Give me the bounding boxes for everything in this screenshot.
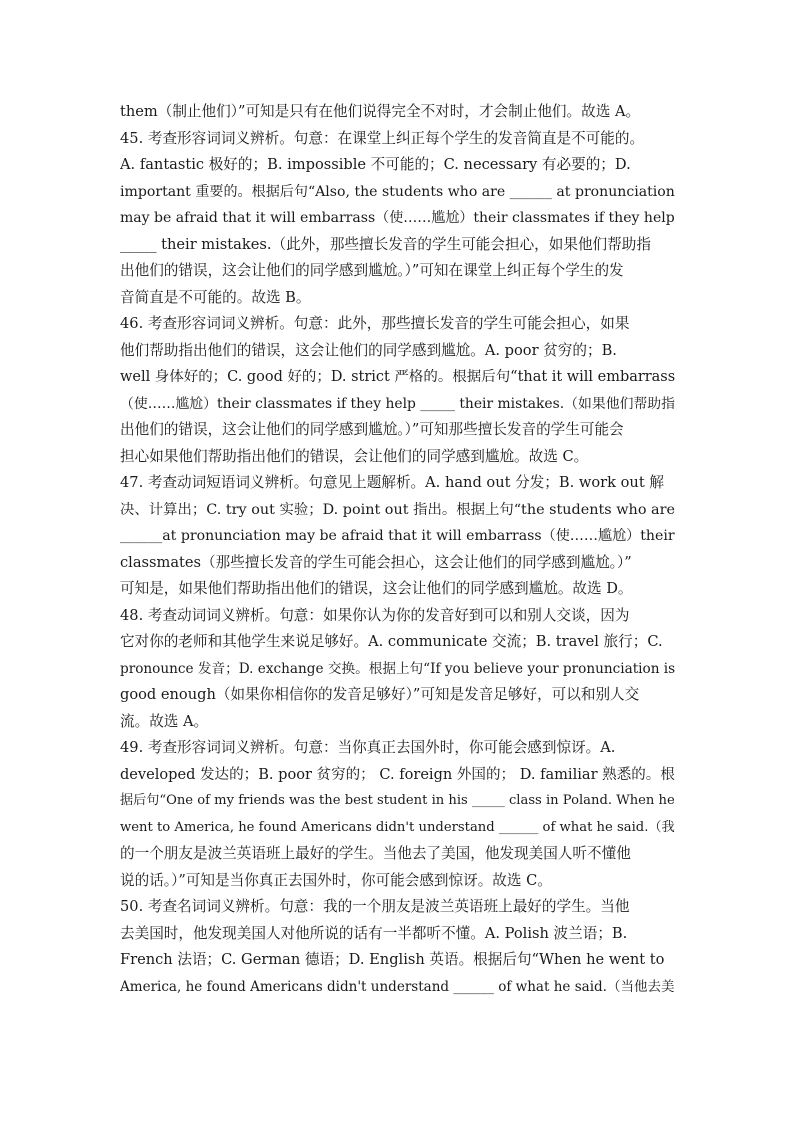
- text-line: 说的话。）”可知是当你真正去国外时，你可能会感到惊讶。故选 C。: [120, 871, 552, 889]
- text-line: ______at pronunciation may be afraid that it will embarrass（使……尴尬）their: [120, 528, 675, 544]
- text-line: 可知是，如果他们帮助指出他们的错误，这会让他们的同学感到尴尬。故选 D。: [120, 580, 633, 597]
- text-line: 48. 考查动词词义辨析。句意：如果你认为你的发音好到可以和别人交谈，因为: [120, 606, 630, 624]
- text-line: 决、计算出；C. try out 实验；D. point out 指出。根据上句“the students who are: [120, 501, 675, 518]
- answer-explanation-text: [120, 99, 675, 1000]
- text-line: pronounce 发音；D. exchange 交换。根据上句“If you believe your pronunciation is: [120, 660, 675, 677]
- text-line: well 身体好的；C. good 好的；D. strict 严格的。根据后句“that it will embarrass: [120, 369, 675, 385]
- text-line: 45. 考查形容词词义辨析。句意：在课堂上纠正每个学生的发音简直是不可能的。: [120, 129, 645, 147]
- text-line: 据后句“One of my friends was the best student in his _____ class in Poland. When he: [120, 793, 675, 808]
- text-line: French 法语；C. German 德语；D. English 英语。根据后句“When he went to: [120, 951, 665, 968]
- text-line: 音简直是不可能的。故选 B。: [120, 288, 311, 306]
- text-line: them（制止他们）”可知是只有在他们说得完全不对时，才会制止他们。故选 A。: [120, 103, 641, 120]
- text-line: 出他们的错误，这会让他们的同学感到尴尬。）”可知在课堂上纠正每个学生的发: [120, 262, 624, 279]
- text-line: 46. 考查形容词词义辨析。句意：此外，那些擅长发音的学生可能会担心，如果: [120, 315, 630, 332]
- text-line: good enough（如果你相信你的发音足够好）”可知是发音足够好，可以和别人交: [120, 686, 640, 703]
- text-line: may be afraid that it will embarrass（使……尴尬）their classmates if they help: [120, 210, 675, 226]
- text-line: 49. 考查形容词词义辨析。句意：当你真正去国外时，你可能会感到惊讶。A.: [120, 739, 616, 756]
- text-line: America, he found Americans didn't understand ______ of what he said.（当他去美: [120, 978, 675, 995]
- text-line: 出他们的错误，这会让他们的同学感到尴尬。）”可知那些擅长发音的学生可能会: [120, 421, 624, 438]
- text-line: 去美国时，他发现美国人对他所说的话有一半都听不懂。A. Polish 波兰语；B.: [120, 924, 628, 942]
- text-line: A. fantastic 极好的；B. impossible 不可能的；C. necessary 有必要的；D.: [120, 156, 631, 173]
- text-line: 50. 考查名词词义辨析。句意：我的一个朋友是波兰英语班上最好的学生。当他: [120, 898, 630, 915]
- text-line: 流。故选 A。: [120, 712, 209, 730]
- text-line: important 重要的。根据后句“Also, the students who are ______ at pronunciation: [120, 183, 675, 200]
- text-line: 的一个朋友是波兰英语班上最好的学生。当他去了美国，他发现美国人听不懂他: [120, 845, 631, 862]
- text-line: 他们帮助指出他们的错误，这会让他们的同学感到尴尬。A. poor 贫穷的；B.: [120, 341, 617, 359]
- text-line: classmates（那些擅长发音的学生可能会担心，这会让他们的同学感到尴尬。）”: [120, 553, 632, 571]
- text-line: （使……尴尬）their classmates if they help _____ their mistakes.（如果他们帮助指: [120, 395, 675, 412]
- text-line: went to America, he found Americans didn't understand ______ of what he said.（我: [120, 819, 675, 835]
- text-line: 它对你的老师和其他学生来说足够好。A. communicate 交流；B. travel 旅行；C.: [120, 633, 663, 650]
- text-line: developed 发达的；B. poor 贫穷的； C. foreign 外国的； D. familiar 熟悉的。根: [120, 765, 675, 783]
- text-line: _____ their mistakes.（此外，那些擅长发音的学生可能会担心，如果他们帮助指: [120, 235, 651, 253]
- text-line: 担心如果他们帮助指出他们的错误，会让他们的同学感到尴尬。故选 C。: [120, 447, 589, 465]
- text-line: 47. 考查动词短语词义辨析。句意见上题解析。A. hand out 分发；B. work out 解: [120, 474, 664, 491]
